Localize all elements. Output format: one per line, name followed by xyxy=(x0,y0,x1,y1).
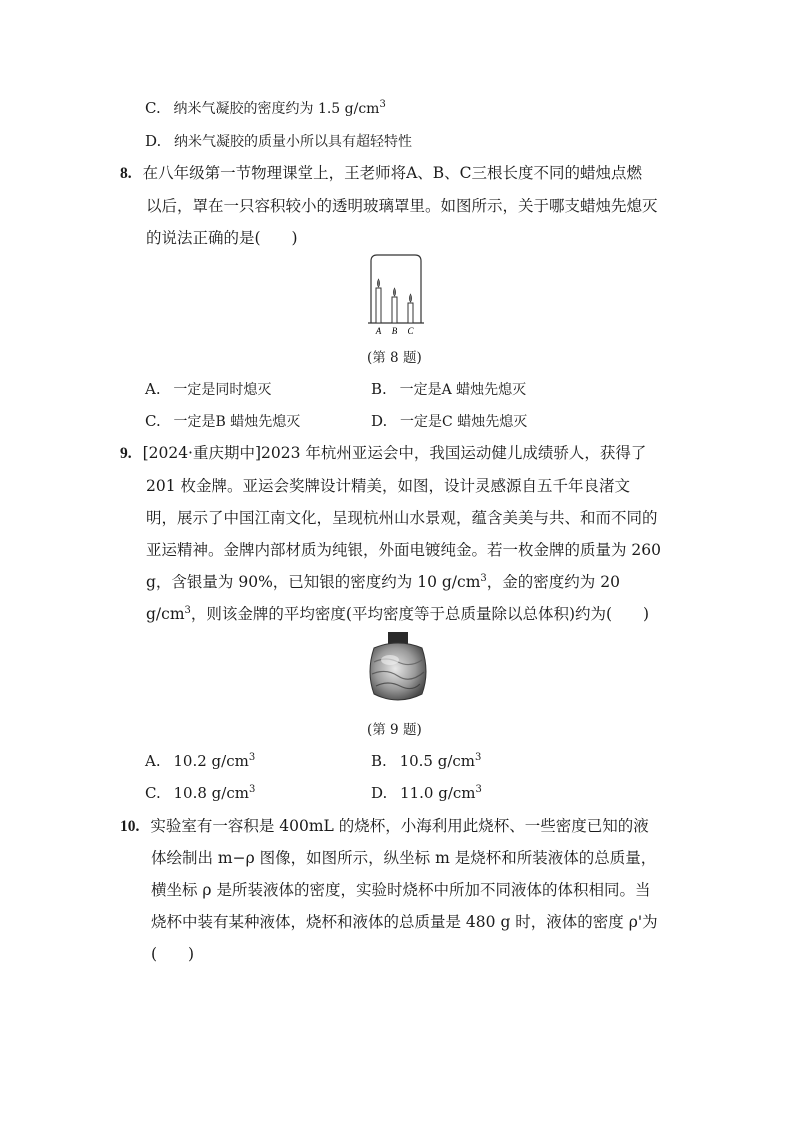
q8-option-c xyxy=(145,411,300,432)
figure-caption-9: (第 9 题) xyxy=(367,722,422,738)
option-letter: C. xyxy=(145,99,161,117)
gold-medal-image xyxy=(364,632,432,708)
question-number: 9. xyxy=(120,445,132,462)
superscript: 3 xyxy=(480,573,487,584)
q9-line-1 xyxy=(120,443,646,464)
label-a: A xyxy=(375,326,382,336)
question-text: [2024·重庆期中]2023 年杭州亚运会中，我国运动健儿成绩骄人，获得了 xyxy=(142,444,647,462)
option-text: 10.8 g/cm xyxy=(173,784,249,802)
superscript: 3 xyxy=(475,784,482,795)
q10-line-3: 横坐标 ρ 是所装液体的密度，实验时烧杯中所加不同液体的体积相同。当 xyxy=(151,881,651,899)
q7-option-d xyxy=(145,131,412,152)
superscript: 3 xyxy=(184,605,191,616)
text-part: ，金的密度约为 20 xyxy=(486,573,620,591)
superscript: 3 xyxy=(379,99,386,110)
q9-line-6 xyxy=(146,604,649,624)
q9-option-b xyxy=(371,751,481,771)
option-letter: A. xyxy=(145,752,161,770)
figure-caption-8: (第 8 题) xyxy=(367,350,422,366)
q8-line-2: 以后，罩在一只容积较小的透明玻璃罩里。如图所示，关于哪支蜡烛先熄灭 xyxy=(146,197,658,215)
q8-option-d xyxy=(371,411,527,432)
q9-option-c xyxy=(145,783,255,803)
option-letter: C. xyxy=(145,412,161,430)
q9-line-5 xyxy=(146,572,620,592)
label-b: B xyxy=(391,326,398,336)
superscript: 3 xyxy=(248,752,256,763)
option-letter: D. xyxy=(145,132,162,150)
medal-ribbon xyxy=(388,632,408,644)
option-text: 一定是B 蜡烛先熄灭 xyxy=(173,414,301,430)
question-number: 10. xyxy=(120,818,140,835)
superscript: 3 xyxy=(248,784,256,795)
question-text: 在八年级第一节物理课堂上，王老师将A、B、C三根长度不同的蜡烛点燃 xyxy=(142,164,643,182)
option-text: 10.5 g/cm xyxy=(399,752,476,770)
question-number: 8. xyxy=(120,165,132,182)
candle-c xyxy=(408,294,413,323)
candle-b xyxy=(392,288,397,323)
question-text: 实验室有一容积是 400mL 的烧杯，小海利用此烧杯、一些密度已知的液 xyxy=(150,817,649,835)
text-part: ，则该金牌的平均密度(平均密度等于总质量除以总体积)约为( ) xyxy=(190,605,650,623)
option-text: 10.2 g/cm xyxy=(173,752,249,770)
text-part: g/cm xyxy=(146,605,185,623)
candle-jar-figure xyxy=(366,253,426,337)
label-c: C xyxy=(407,326,414,336)
option-text: 纳米气凝胶的密度约为 1.5 g/cm xyxy=(173,101,380,117)
option-letter: B. xyxy=(371,380,387,398)
option-letter: B. xyxy=(371,752,387,770)
option-text: 一定是同时熄灭 xyxy=(173,382,272,398)
option-text: 11.0 g/cm xyxy=(400,784,476,802)
option-text: 一定是C 蜡烛先熄灭 xyxy=(400,414,528,430)
q8-option-a xyxy=(145,379,271,400)
q10-line-5: ( ) xyxy=(151,945,195,963)
q9-line-2: 201 枚金牌。亚运会奖牌设计精美，如图，设计灵感源自五千年良渚文 xyxy=(146,477,631,495)
option-letter: D. xyxy=(371,412,388,430)
candle-a xyxy=(376,279,381,323)
q7-option-c xyxy=(145,98,386,119)
q8-line-3: 的说法正确的是( ) xyxy=(146,229,298,247)
q9-option-d xyxy=(371,783,482,803)
q9-line-4: 亚运精神。金牌内部材质为纯银，外面电镀纯金。若一枚金牌的质量为 260 xyxy=(146,541,662,559)
option-letter: D. xyxy=(371,784,388,802)
text-part: g，含银量为 90%，已知银的密度约为 10 g/cm xyxy=(146,573,481,591)
q8-line-1 xyxy=(120,163,642,184)
q9-line-3: 明，展示了中国江南文化，呈现杭州山水景观，蕴含美美与共、和而不同的 xyxy=(146,509,658,527)
superscript: 3 xyxy=(475,752,482,763)
option-letter: A. xyxy=(145,380,161,398)
option-letter: C. xyxy=(145,784,161,802)
q10-line-2: 体绘制出 m−ρ 图像，如图所示，纵坐标 m 是烧杯和所装液体的总质量， xyxy=(151,849,657,867)
q10-line-4: 烧杯中装有某种液体，烧杯和液体的总质量是 480 g 时，液体的密度 ρ'为 xyxy=(151,913,658,931)
q9-option-a xyxy=(145,751,255,771)
q8-option-b xyxy=(371,379,526,400)
option-text: 一定是A 蜡烛先熄灭 xyxy=(399,382,527,398)
q10-line-1 xyxy=(120,816,649,837)
option-text: 纳米气凝胶的质量小所以具有超轻特性 xyxy=(174,134,413,150)
